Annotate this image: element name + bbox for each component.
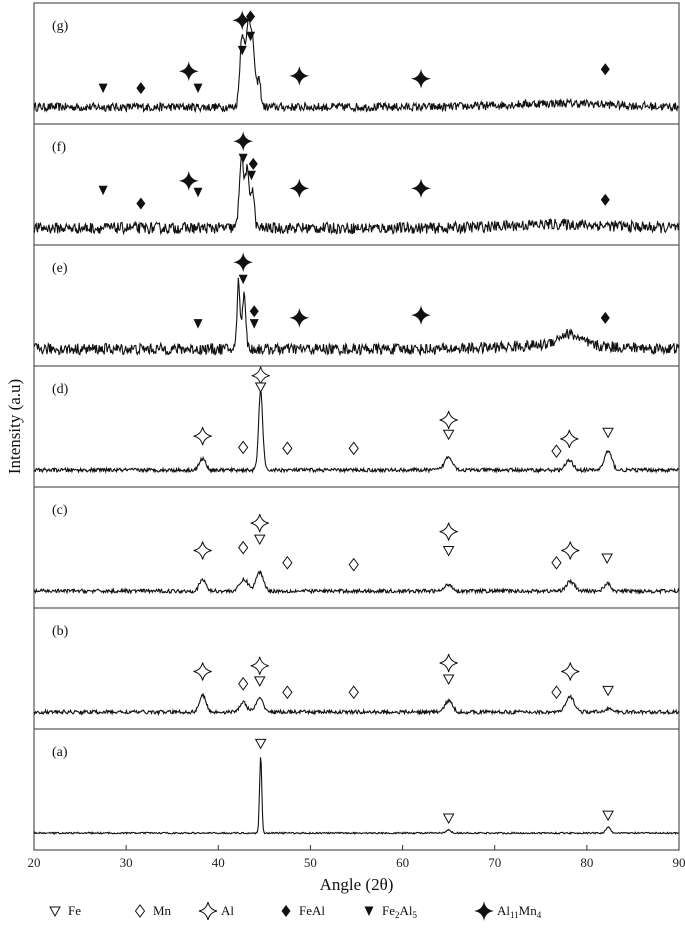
marker-fe xyxy=(603,811,613,820)
marker-fe2al5 xyxy=(239,275,248,285)
marker-feal xyxy=(601,63,610,75)
panel-b xyxy=(34,608,679,729)
marker-fe xyxy=(603,428,613,437)
marker-al xyxy=(440,411,458,429)
spectrum-line xyxy=(34,389,679,472)
panels-layer xyxy=(34,3,679,850)
spectrum-line xyxy=(34,278,679,355)
marker-fe xyxy=(256,383,266,392)
marker-fe xyxy=(255,677,265,686)
legend-item-fe2al5 xyxy=(365,903,418,920)
legend-marker-al xyxy=(199,902,217,920)
legend-label: $Fe_2Al_5$ xyxy=(382,903,417,920)
spectrum-line xyxy=(34,571,679,593)
marker-mn xyxy=(552,557,561,569)
axes-layer xyxy=(5,379,685,894)
marker-mn xyxy=(283,557,292,569)
spectrum-line xyxy=(34,694,679,714)
marker-feal xyxy=(136,198,145,210)
spectrum-line xyxy=(34,757,679,834)
marker-fe xyxy=(444,430,454,439)
marker-al11mn4 xyxy=(179,61,199,81)
legend-item-mn xyxy=(136,903,172,918)
marker-mn xyxy=(552,686,561,698)
legend-label: Al xyxy=(221,903,234,918)
marker-al11mn4 xyxy=(289,66,309,86)
marker-al11mn4 xyxy=(411,305,431,325)
legend-item-fe xyxy=(50,903,81,918)
marker-fe2al5 xyxy=(239,154,248,164)
x-tick-label: 20 xyxy=(27,855,41,870)
marker-mn xyxy=(239,678,248,690)
legend-marker-al11mn4 xyxy=(474,901,494,921)
marker-fe2al5 xyxy=(99,186,108,196)
marker-fe2al5 xyxy=(194,84,203,94)
x-axis-title: Angle (2θ) xyxy=(319,875,394,894)
marker-mn xyxy=(283,442,292,454)
legend-label: $Al_{11}Mn_4$ xyxy=(497,903,542,920)
marker-al xyxy=(194,541,212,559)
x-tick-label: 60 xyxy=(396,855,410,870)
marker-al xyxy=(561,662,579,680)
spectrum-line xyxy=(34,16,679,112)
panel-label: (a) xyxy=(52,745,68,760)
panel-label: (d) xyxy=(52,382,69,397)
panel-label: (f) xyxy=(52,140,66,155)
marker-al11mn4 xyxy=(289,308,309,328)
marker-al11mn4 xyxy=(233,252,253,272)
x-tick-label: 50 xyxy=(303,855,317,870)
panel-g xyxy=(34,3,679,124)
panel-c xyxy=(34,487,679,608)
legend-item-feal xyxy=(282,903,326,918)
marker-fe2al5 xyxy=(246,32,255,42)
marker-fe2al5 xyxy=(238,46,247,56)
y-axis-title: Intensity (a.u) xyxy=(5,378,24,475)
legend-label: FeAl xyxy=(299,903,325,918)
panel-frame xyxy=(34,729,679,850)
marker-mn xyxy=(239,542,248,554)
marker-feal xyxy=(601,194,610,206)
marker-mn xyxy=(349,559,358,571)
spectrum-line xyxy=(34,158,679,234)
marker-feal xyxy=(250,305,259,317)
x-tick-label: 90 xyxy=(672,855,685,870)
x-tick-label: 70 xyxy=(488,855,502,870)
legend-label: Fe xyxy=(68,903,81,918)
legend-marker-fe2al5 xyxy=(365,907,374,917)
panel-label: (c) xyxy=(52,503,68,518)
marker-al xyxy=(251,514,269,532)
marker-feal xyxy=(601,312,610,324)
panel-label: (e) xyxy=(52,261,68,276)
x-tick-label: 80 xyxy=(580,855,594,870)
marker-fe2al5 xyxy=(99,84,108,94)
marker-fe2al5 xyxy=(194,319,203,329)
panel-f xyxy=(34,124,679,245)
marker-fe xyxy=(444,546,454,555)
marker-al11mn4 xyxy=(411,178,431,198)
marker-feal xyxy=(136,82,145,94)
legend-marker-feal xyxy=(282,905,291,917)
marker-feal xyxy=(249,158,258,170)
marker-al xyxy=(194,662,212,680)
panel-frame xyxy=(34,487,679,608)
marker-al11mn4 xyxy=(289,178,309,198)
panel-label: (b) xyxy=(52,624,69,639)
marker-mn xyxy=(552,445,561,457)
marker-fe xyxy=(444,675,454,684)
legend-label: Mn xyxy=(153,903,172,918)
marker-al xyxy=(440,654,458,672)
marker-al11mn4 xyxy=(233,131,253,151)
marker-al xyxy=(561,541,579,559)
marker-al11mn4 xyxy=(411,69,431,89)
legend-layer xyxy=(50,901,542,921)
x-tick-label: 40 xyxy=(211,855,225,870)
legend-marker-fe xyxy=(50,907,60,916)
marker-fe xyxy=(444,814,454,823)
marker-mn xyxy=(283,686,292,698)
marker-mn xyxy=(239,441,248,453)
marker-fe2al5 xyxy=(194,188,203,198)
marker-fe xyxy=(603,686,613,695)
marker-al xyxy=(194,427,212,445)
marker-al xyxy=(560,430,578,448)
x-tick-label: 30 xyxy=(119,855,133,870)
marker-al xyxy=(252,367,270,385)
panel-d xyxy=(34,366,679,487)
legend-item-al xyxy=(199,902,234,920)
panel-e xyxy=(34,245,679,366)
marker-fe xyxy=(602,554,612,563)
marker-al xyxy=(251,657,269,675)
legend-marker-mn xyxy=(136,905,145,917)
marker-mn xyxy=(349,442,358,454)
marker-al xyxy=(440,523,458,541)
marker-fe xyxy=(256,739,266,748)
legend-item-al11mn4 xyxy=(474,901,542,921)
marker-mn xyxy=(349,686,358,698)
marker-fe2al5 xyxy=(250,319,259,329)
marker-fe xyxy=(255,535,265,544)
panel-a xyxy=(34,729,679,850)
panel-label: (g) xyxy=(52,19,69,34)
